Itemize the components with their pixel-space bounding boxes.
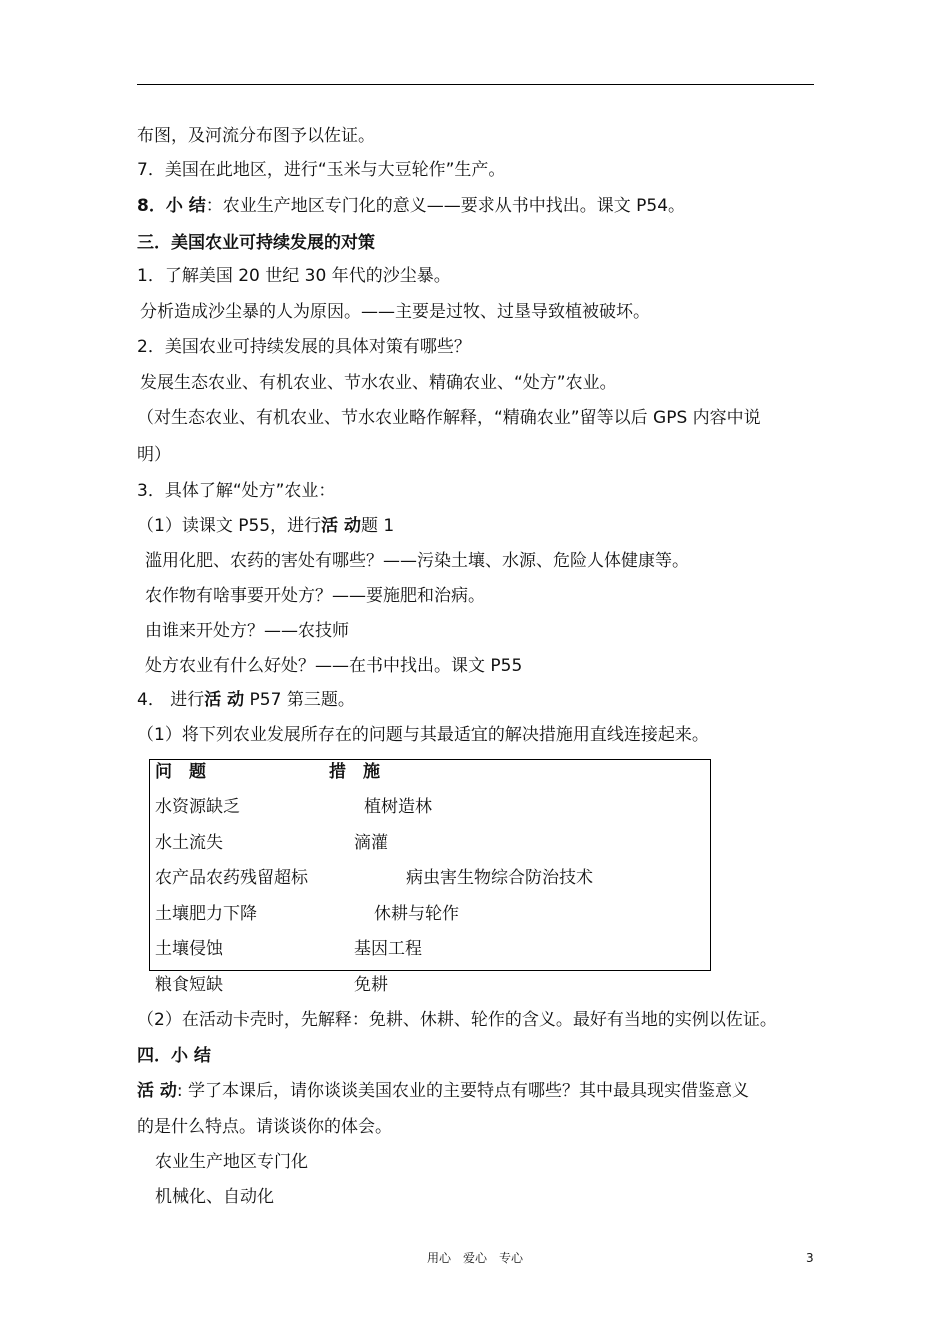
text-line: 农作物有啥事要开处方？——要施肥和治病。 [145,586,485,606]
activity-suffix: P57 第三题。 [244,690,355,710]
table-measure: 免耕 [354,975,388,995]
text-line: 滥用化肥、农药的害处有哪些？——污染土壤、水源、危险人体健康等。 [145,551,689,571]
text-line: 明） [137,445,171,465]
text-line: 的是什么特点。请谈谈你的体会。 [137,1117,392,1137]
table-problem: 粮食短缺 [155,975,223,995]
text-line: （2）在活动卡壳时，先解释：免耕、休耕、轮作的含义。最好有当地的实例以佐证。 [137,1010,777,1030]
table-measure: 基因工程 [354,939,422,959]
text-line: （1）将下列农业发展所存在的问题与其最适宜的解决措施用直线连接起来。 [137,725,709,745]
table-measure: 植树造林 [364,797,432,817]
footer-motto: 用心 爱心 专心 [426,1251,523,1265]
text-line: 农业生产地区专门化 [155,1152,308,1172]
activity-label: 活 动 [137,1081,177,1101]
table-problem: 水土流失 [155,833,223,853]
table-problem: 土壤肥力下降 [155,904,257,924]
summary-label: 8．小 结 [137,196,206,216]
activity-text: : 学了本课后，请你谈谈美国农业的主要特点有哪些？其中最具现实借鉴意义 [176,1081,750,1101]
table-measure: 病虫害生物综合防治技术 [406,868,593,888]
text-line: 处方农业有什么好处？——在书中找出。课文 P55 [145,656,523,676]
text-line: （对生态农业、有机农业、节水农业略作解释，“精确农业”留等以后 GPS 内容中说 [137,408,761,428]
activity-label: 活 动 [321,516,362,536]
summary-text: ：农业生产地区专门化的意义——要求从书中找出。课文 P54。 [205,196,686,216]
header-rule [137,84,814,85]
text-line [137,1080,749,1102]
text-line: 分析造成沙尘暴的人为原因。——主要是过牧、过垦导致植被破坏。 [140,302,650,322]
text-line: 由谁来开处方？——农技师 [145,621,349,641]
matching-table-box [149,759,711,971]
table-problem: 土壤侵蚀 [155,939,223,959]
table-header-measure: 措 施 [329,762,380,782]
text-line: 2．美国农业可持续发展的具体对策有哪些？ [137,337,471,357]
table-measure: 滴灌 [354,833,388,853]
table-measure: 休耕与轮作 [374,904,459,924]
text-line: 机械化、自动化 [155,1187,274,1207]
text-line: 布图，及河流分布图予以佐证。 [137,126,375,146]
text-line [137,515,394,537]
section-heading-3: 三．美国农业可持续发展的对策 [137,233,375,253]
table-header-problem: 问 题 [155,762,206,782]
text-line [137,195,685,217]
text-line [137,689,355,711]
page-number: 3 [806,1251,814,1265]
activity-intro: 4． 进行 [137,690,205,710]
table-problem: 水资源缺乏 [155,797,240,817]
text-line: 1．了解美国 20 世纪 30 年代的沙尘暴。 [137,266,451,286]
text-line: 3．具体了解“处方”农业： [137,481,336,501]
section-heading-4: 四．小 结 [137,1046,211,1066]
text-line: 7．美国在此地区，进行“玉米与大豆轮作”生产。 [137,160,506,180]
activity-intro: （1）读课文 P55，进行 [137,516,322,536]
table-problem: 农产品农药残留超标 [155,868,308,888]
activity-label: 活 动 [204,690,245,710]
text-line: 发展生态农业、有机农业、节水农业、精确农业、“处方”农业。 [140,373,617,393]
activity-suffix: 题 1 [361,516,395,536]
